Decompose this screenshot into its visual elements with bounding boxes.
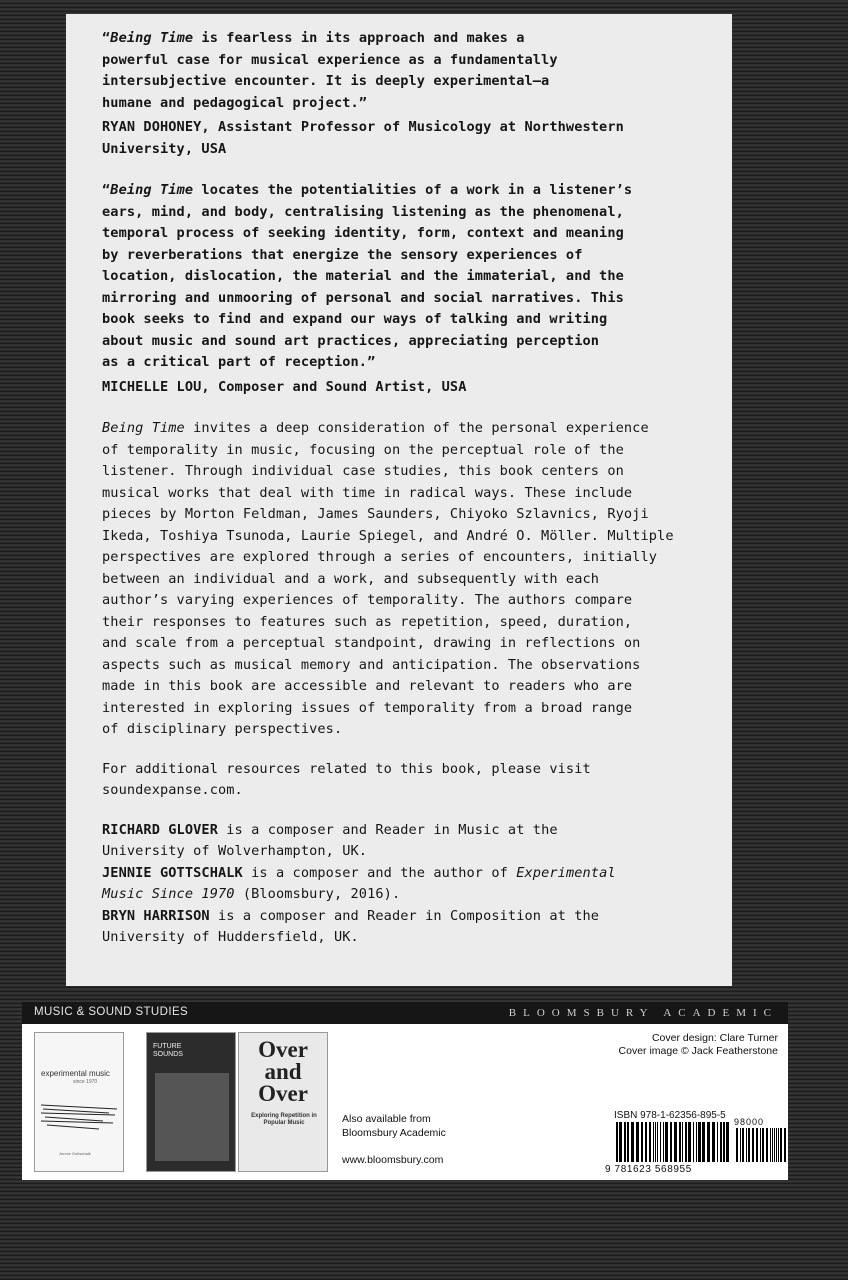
- barcode-digits: 9 781623 568955: [605, 1164, 692, 1175]
- barcode-bar: [682, 1122, 683, 1162]
- text-line: [102, 418, 698, 440]
- related-book-cover-over-and-over: [238, 1032, 328, 1172]
- author-name: JENNIE GOTTSCHALK: [102, 864, 243, 881]
- text-line: [102, 440, 698, 462]
- text-run: perspectives are explored through a series of encounters, initially: [102, 549, 658, 565]
- text-run: “: [102, 30, 111, 46]
- text-line: [102, 180, 698, 202]
- text-line: [102, 820, 698, 842]
- text-run: locates the potentialities of a work in a listener’s: [193, 182, 633, 198]
- text-run: University of Huddersfield, UK.: [102, 929, 359, 945]
- text-line: [102, 927, 698, 949]
- text-line: [102, 504, 698, 526]
- additional-resources: [102, 759, 698, 802]
- text-line: [102, 245, 698, 267]
- isbn: ISBN 978-1-62356-895-5: [614, 1110, 726, 1121]
- back-cover-footer: [22, 1024, 788, 1180]
- barcode-bar: [717, 1122, 718, 1162]
- text-run: is a composer and Reader in Music at the: [217, 821, 558, 838]
- barcode-bar: [698, 1122, 701, 1162]
- barcode-bar: [631, 1122, 634, 1162]
- text-line: [102, 526, 698, 548]
- text-run: location, dislocation, the material and the immaterial, and the: [102, 268, 624, 284]
- text-run: ears, mind, and body, centralising listening as the phenomenal,: [102, 203, 624, 220]
- endorsements: [102, 28, 698, 398]
- cover-title: experimental music: [41, 1069, 110, 1078]
- cover-credits: [619, 1032, 778, 1058]
- barcode-bar: [774, 1128, 775, 1162]
- author-bio: [102, 820, 698, 863]
- series-bar: [22, 1002, 788, 1024]
- barcode-bar: [726, 1122, 729, 1162]
- barcode-bar: [720, 1122, 722, 1162]
- barcode-bar: [653, 1122, 654, 1162]
- cover-design-credit: Cover design: Clare Turner: [651, 1032, 778, 1044]
- text-run: temporal process of seeking identity, form, context and meaning: [102, 225, 624, 241]
- endorsement-quote: [102, 28, 698, 114]
- barcode-bar: [655, 1122, 656, 1162]
- text-line: [102, 223, 698, 245]
- book-description: [102, 418, 698, 741]
- barcode-bar: [756, 1128, 758, 1162]
- text-run: soundexpanse.com.: [102, 782, 243, 798]
- text-run: and scale from a perceptual standpoint, drawing in reflections on: [102, 635, 641, 651]
- text-line: [102, 483, 698, 505]
- barcode-bar: [740, 1128, 741, 1162]
- barcode-bar: [780, 1128, 782, 1162]
- text-line: [102, 590, 698, 612]
- text-line: [102, 202, 698, 224]
- cover-subtitle: Exploring Repetition in Popular Music: [251, 1113, 317, 1126]
- author-name: RICHARD GLOVER: [102, 821, 218, 838]
- endorsement-attribution: [102, 117, 698, 160]
- barcode-bar: [748, 1128, 750, 1162]
- barcode-bar: [707, 1122, 710, 1162]
- publisher-name: BLOOMSBURY ACADEMIC: [508, 1007, 778, 1019]
- text-run: (Bloomsbury, 2016).: [234, 886, 401, 902]
- barcode-bar: [723, 1122, 725, 1162]
- text-line: [102, 461, 698, 483]
- barcode-bar: [766, 1128, 768, 1162]
- cover-title-line: Over: [258, 1037, 308, 1062]
- barcode-bar: [772, 1128, 773, 1162]
- text-run: made in this book are accessible and relevant to readers who are: [102, 678, 633, 694]
- text-run: their responses to features such as repetition, speed, duration,: [102, 613, 633, 630]
- barcode-bar: [627, 1122, 629, 1162]
- text-line: [102, 71, 698, 93]
- cover-subtitle: since 1970: [73, 1079, 98, 1085]
- author-bio: [102, 906, 698, 949]
- text-run: between an individual and a work, and subsequently with each: [102, 570, 600, 587]
- cover-title: FUTURE SOUNDS: [153, 1043, 183, 1058]
- italic-title: Music Since 1970: [102, 886, 235, 902]
- text-run: University, USA: [102, 140, 227, 157]
- barcode-bar: [645, 1122, 647, 1162]
- barcode-bar: [679, 1122, 681, 1162]
- barcode-bar: [660, 1122, 661, 1162]
- author-bio: [102, 863, 698, 906]
- barcode-bar: [665, 1122, 668, 1162]
- text-run: MICHELLE LOU, Composer and Sound Artist, USA: [102, 378, 467, 395]
- text-run: book seeks to find and expand our ways of talking and writing: [102, 311, 608, 327]
- endorsement-attribution: [102, 377, 698, 399]
- text-line: [102, 309, 698, 331]
- author-bios: [102, 820, 698, 949]
- text-run: For additional resources related to this book, please visit: [102, 760, 591, 777]
- related-book-cover-future-sounds: [146, 1032, 236, 1172]
- cover-author: Jennie Gottschalk: [59, 1151, 91, 1156]
- text-line: [102, 633, 698, 655]
- cover-title: [239, 1039, 327, 1105]
- cover-photo: [155, 1073, 229, 1161]
- barcode-bar: [685, 1122, 687, 1162]
- text-run: RYAN DOHONEY, Assistant Professor of Musicology at Northwestern: [102, 119, 624, 135]
- series-name: MUSIC & SOUND STUDIES: [34, 1006, 189, 1018]
- barcode-bar: [770, 1128, 771, 1162]
- text-line: [102, 863, 698, 885]
- barcode-bar: [778, 1128, 779, 1162]
- barcode-bar: [784, 1128, 786, 1162]
- text-run: is fearless in its approach and makes a: [193, 30, 525, 46]
- text-run: interested in exploring issues of temporality from a broad range: [102, 699, 633, 716]
- text-line: [102, 93, 698, 115]
- barcode-bar: [674, 1122, 677, 1162]
- text-run: is a composer and the author of: [242, 864, 517, 881]
- text-run: intersubjective encounter. It is deeply experimental—a: [102, 73, 550, 89]
- cover-title-line: Over: [258, 1081, 308, 1106]
- cover-image-credit: Cover image © Jack Featherstone: [618, 1045, 778, 1057]
- text-line: [102, 377, 698, 399]
- text-line: [102, 331, 698, 353]
- text-run: powerful case for musical experience as a fundamentally: [102, 51, 558, 68]
- text-run: invites a deep consideration of the personal experience: [184, 420, 649, 436]
- barcode-bar: [641, 1122, 643, 1162]
- text-line: [102, 569, 698, 591]
- text-run: mirroring and unmooring of personal and social narratives. This: [102, 289, 624, 306]
- barcode-bar: [762, 1128, 764, 1162]
- barcode-bar: [736, 1128, 738, 1162]
- barcode-bar: [616, 1122, 618, 1162]
- text-line: [102, 28, 698, 50]
- cover-line-art: [39, 1099, 119, 1139]
- text-run: University of Wolverhampton, UK.: [102, 843, 368, 859]
- cover-title-line: and: [264, 1059, 302, 1084]
- text-line: [102, 50, 698, 72]
- text-line: [102, 780, 698, 802]
- barcode-bar: [696, 1122, 697, 1162]
- text-line: [102, 676, 698, 698]
- publisher-website: www.bloomsbury.com: [342, 1154, 444, 1166]
- italic-title: Being Time: [110, 182, 194, 198]
- italic-title: Being Time: [110, 30, 194, 46]
- italic-title: Experimental: [516, 864, 616, 881]
- barcode-bar: [619, 1122, 622, 1162]
- text-line: [102, 547, 698, 569]
- author-name: BRYN HARRISON: [102, 907, 210, 924]
- barcode-bar: [670, 1122, 672, 1162]
- also-available-line: Bloomsbury Academic: [342, 1127, 446, 1139]
- text-line: [102, 655, 698, 677]
- endorsement-quote: [102, 180, 698, 374]
- text-line: [102, 288, 698, 310]
- barcode-bar: [712, 1122, 715, 1162]
- text-run: as a critical part of reception.”: [102, 354, 376, 370]
- text-line: [102, 906, 698, 928]
- also-available-line: Also available from: [342, 1113, 431, 1125]
- barcode-bar: [663, 1122, 664, 1162]
- barcode-bar: [636, 1122, 639, 1162]
- text-line: [102, 698, 698, 720]
- text-run: listener. Through individual case studies, this book centers on: [102, 463, 624, 479]
- also-available: [342, 1112, 446, 1140]
- text-line: [102, 759, 698, 781]
- barcode: [614, 1122, 790, 1164]
- text-line: [102, 719, 698, 741]
- barcode-bar: [742, 1128, 744, 1162]
- barcode-bar: [746, 1128, 747, 1162]
- text-line: [102, 841, 698, 863]
- text-run: of disciplinary perspectives.: [102, 721, 343, 737]
- text-run: by reverberations that energize the sensory experiences of: [102, 246, 583, 263]
- related-book-cover-experimental-music: [34, 1032, 124, 1172]
- text-line: [102, 117, 698, 139]
- barcode-bar: [657, 1122, 658, 1162]
- barcode-bar: [624, 1122, 626, 1162]
- text-run: author’s varying experiences of temporality. The authors compare: [102, 592, 633, 608]
- barcode-bar: [752, 1128, 754, 1162]
- text-line: [102, 884, 698, 906]
- text-line: [102, 139, 698, 161]
- text-line: [102, 612, 698, 634]
- text-line: [102, 266, 698, 288]
- barcode-bar: [649, 1122, 651, 1162]
- italic-title: Being Time: [102, 420, 185, 436]
- text-run: about music and sound art practices, appreciating perception: [102, 332, 600, 349]
- barcode-bar: [693, 1122, 694, 1162]
- text-line: [102, 352, 698, 374]
- text-run: “: [102, 182, 111, 198]
- barcode-bar: [760, 1128, 761, 1162]
- text-run: aspects such as musical memory and anticipation. The observations: [102, 656, 641, 673]
- back-cover-text-panel: [66, 14, 732, 986]
- barcode-bar: [702, 1122, 705, 1162]
- text-run: Ikeda, Toshiya Tsunoda, Laurie Spiegel, and André O. Möller. Multiple: [102, 527, 674, 544]
- text-run: is a composer and Reader in Composition at the: [209, 907, 600, 924]
- text-run: of temporality in music, focusing on the perceptual role of the: [102, 441, 624, 458]
- text-run: musical works that deal with time in radical ways. These include: [102, 484, 633, 501]
- text-run: humane and pedagogical project.”: [102, 94, 368, 111]
- barcode-bar: [688, 1122, 691, 1162]
- text-run: pieces by Morton Feldman, James Saunders, Chiyoko Szlavnics, Ryoji: [102, 506, 649, 522]
- barcode-price-digits: 98000: [734, 1117, 765, 1127]
- barcode-bar: [776, 1128, 777, 1162]
